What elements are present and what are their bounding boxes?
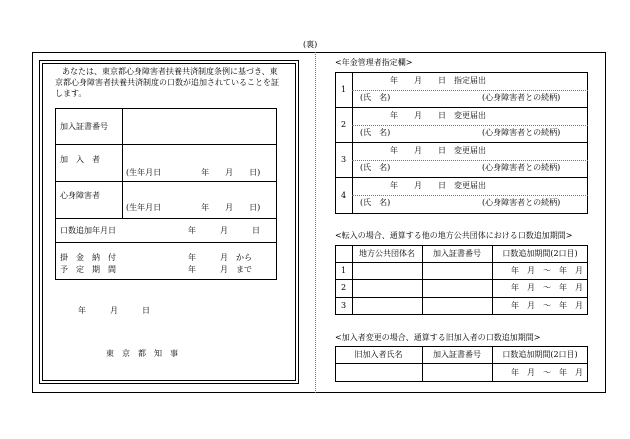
pension-row-divider [335, 142, 588, 143]
change-row-period: 年 月 ～ 年 月 [511, 368, 583, 377]
pension-dotted-line [352, 160, 588, 161]
pension-entry-name: (氏 名) [360, 163, 391, 172]
change-header-period: 口数追加期間(2口目) [502, 350, 578, 359]
transfer-row-divider [335, 297, 588, 298]
pension-entry-number: 2 [341, 120, 347, 129]
pension-entry-date: 年 月 日 変更届出 [390, 111, 486, 120]
transfer-header-period: 口数追加期間(2口目) [502, 249, 578, 258]
pension-dotted-line [352, 195, 588, 196]
disabled-person-birthdate: (生年月日 年 月 日) [126, 203, 261, 212]
transfer-header-municipality: 地方公共団体名 [359, 249, 415, 258]
transfer-row-number: 2 [341, 283, 347, 292]
issue-date: 年 月 日 [78, 306, 150, 315]
pension-col-divider [352, 72, 353, 214]
disabled-person-label: 心身障害者 [60, 191, 100, 200]
pension-entry-relation: (心身障害者との続柄) [482, 128, 561, 137]
transfer-row-period: 年 月 ～ 年 月 [511, 301, 583, 310]
transfer-row-period: 年 月 ～ 年 月 [511, 283, 583, 292]
add-date-label: 口数追加年月日 [60, 226, 116, 235]
table-row-divider [55, 218, 277, 219]
change-header-former-name: 旧加入者氏名 [354, 350, 403, 359]
payment-period-from: 年 月 から [188, 253, 252, 262]
back-side-label: (裏) [303, 40, 318, 49]
intro-line-1: あなたは、東京都心身障害者扶養共済制度条例に基づき、東 [62, 67, 278, 76]
transfer-row-divider [335, 279, 588, 280]
governor-signature: 東 京 都 知 事 [106, 349, 178, 358]
pension-entry-date: 年 月 日 指定届出 [390, 76, 486, 85]
transfer-header-cert-number: 加入証書番号 [433, 249, 481, 258]
subscriber-label: 加 入 者 [60, 155, 100, 164]
transfer-row-number: 1 [341, 266, 347, 275]
table-row-divider [55, 181, 277, 182]
pension-entry-relation: (心身障害者との続柄) [482, 93, 561, 102]
pension-entry-name: (氏 名) [360, 198, 391, 207]
add-date-value: 年 月 日 [188, 226, 260, 235]
table-row-divider [55, 242, 277, 243]
change-header-cert-number: 加入証書番号 [433, 350, 481, 359]
pension-entry-name: (氏 名) [360, 128, 391, 137]
pension-row-divider [335, 107, 588, 108]
change-section-title: <加入者変更の場合、通算する旧加入者の口数追加期間> [335, 333, 541, 342]
pension-dotted-line [352, 125, 588, 126]
pension-entry-relation: (心身障害者との続柄) [482, 198, 561, 207]
pension-row-divider [335, 177, 588, 178]
intro-line-2: 京都心身障害者扶養共済制度の口数が追加されていることを証 [55, 78, 279, 87]
payment-period-to: 年 月 まで [188, 265, 252, 274]
pension-entry-date: 年 月 日 変更届出 [390, 181, 486, 190]
pension-entry-number: 1 [341, 85, 347, 94]
pension-section-title: <年金管理者指定欄> [335, 58, 413, 67]
center-fold-line [315, 52, 316, 393]
pension-entry-relation: (心身障害者との続柄) [482, 163, 561, 172]
pension-entry-number: 4 [341, 191, 347, 200]
transfer-section-title: <転入の場合、通算する他の地方公共団体における口数追加期間> [335, 231, 573, 240]
table-col-divider [122, 108, 123, 218]
change-row-divider [335, 363, 588, 364]
transfer-row-number: 3 [341, 301, 347, 310]
pension-dotted-line [352, 90, 588, 91]
subscriber-birthdate: (生年月日 年 月 日) [126, 168, 261, 177]
pension-entry-date: 年 月 日 変更届出 [390, 146, 486, 155]
cert-number-label: 加入証書番号 [60, 122, 108, 131]
pension-entry-number: 3 [341, 155, 347, 164]
intro-line-3: します。 [55, 89, 87, 98]
transfer-row-period: 年 月 ～ 年 月 [511, 266, 583, 275]
pension-entry-name: (氏 名) [360, 93, 391, 102]
table-row-divider [55, 144, 277, 145]
transfer-row-divider [335, 262, 588, 263]
payment-period-label-2: 予 定 期 間 [60, 265, 116, 274]
payment-period-label-1: 掛 金 納 付 [60, 253, 116, 262]
